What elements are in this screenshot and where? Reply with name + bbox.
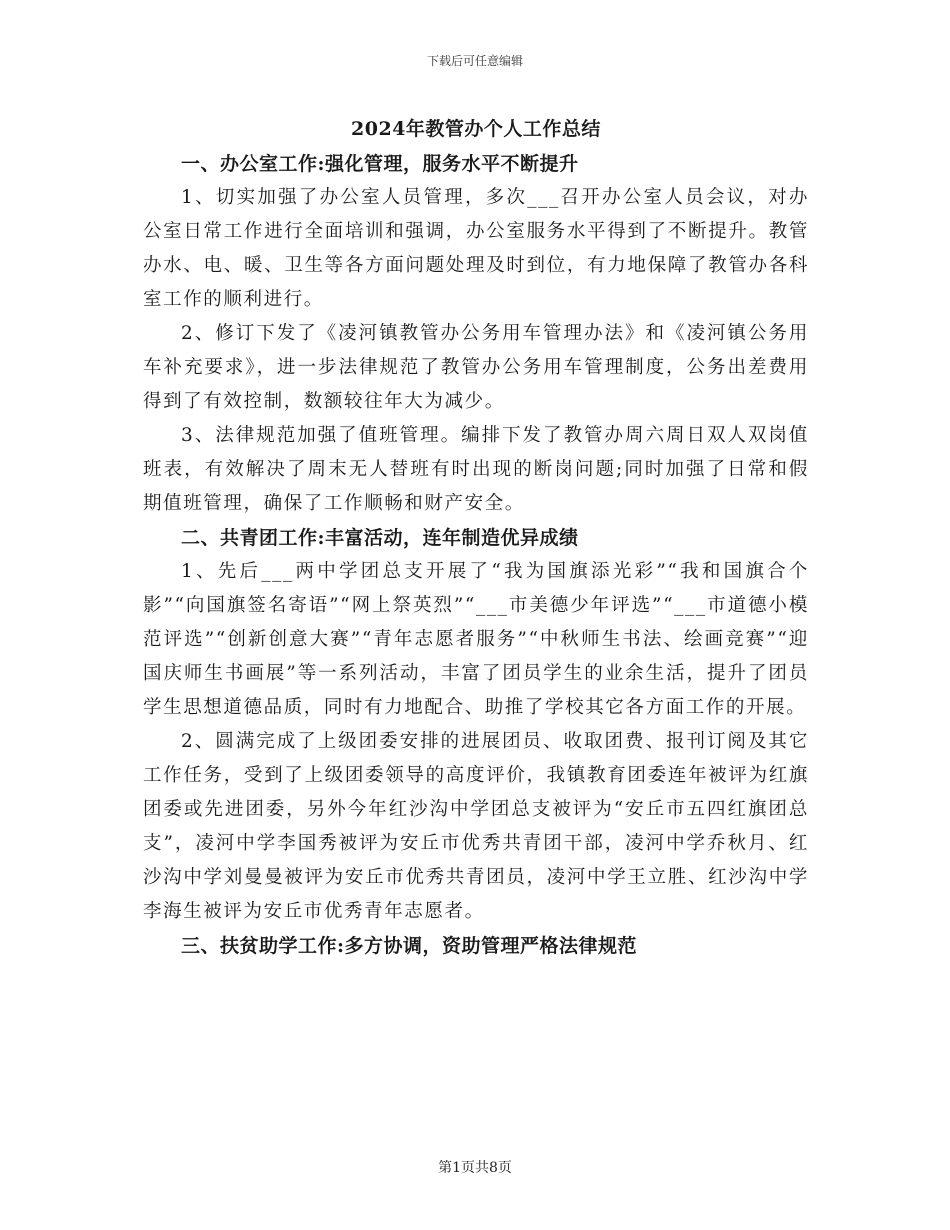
paragraph-office-3: 3、法律规范加强了值班管理。编排下发了教管办周六周日双人双岗值班表，有效解决了周末无人替班有时出现的断岗问题;同时加强了日常和假期值班管理，确保了工作顺畅和财产安全。 bbox=[143, 425, 809, 514]
page-footer: 第1页共8页 bbox=[438, 1160, 512, 1176]
section-heading-poverty-aid: 三、扶贫助学工作:多方协调，资助管理严格法律规范 bbox=[181, 935, 638, 957]
paragraph-office-1: 1、切实加强了办公室人员管理，多次___召开办公室人员会议，对办公室日常工作进行全面培训和强调，办公室服务水平得到了不断提升。教管办水、电、暖、卫生等各方面问题处理及时到位，有力地保障了教管办各科室工作的顺利进行。 bbox=[143, 187, 809, 310]
header-note: 下载后可任意编辑 bbox=[426, 54, 523, 68]
document-title: 2024年教管办个人工作总结 bbox=[351, 118, 601, 140]
paragraph-youth-league-1: 1、先后___两中学团总支开展了“我为国旗添光彩”“我和国旗合个影”“向国旗签名寄语”“网上祭英烈”“___市美德少年评选”“___市道德小模范评选”“创新创意大赛”“青年志愿者服务”“中秋师生书法、绘画竞赛”“迎国庆师生书画展”等一系列活动，丰富了团员学生的业余生活，提升了团员学生思想道德品质，同时有力地配合、助推了学校其它各方面工作的开展。 bbox=[143, 561, 809, 718]
section-heading-youth-league: 二、共青团工作:丰富活动，连年制造优异成绩 bbox=[181, 527, 579, 549]
document-body bbox=[143, 112, 809, 963]
paragraph-office-2: 2、修订下发了《凌河镇教管办公务用车管理办法》和《凌河镇公务用车补充要求》，进一步法律规范了教管办公务用车管理制度，公务出差费用得到了有效控制，数额较往年大为减少。 bbox=[143, 323, 809, 412]
paragraph-youth-league-2: 2、圆满完成了上级团委安排的进展团员、收取团费、报刊订阅及其它工作任务，受到了上级团委领导的高度评价，我镇教育团委连年被评为红旗团委或先进团委，另外今年红沙沟中学团总支被评为“安丘市五四红旗团总支”，凌河中学李国秀被评为安丘市优秀共青团干部，凌河中学乔秋月、红沙沟中学刘曼曼被评为安丘市优秀共青团员，凌河中学王立胜、红沙沟中学李海生被评为安丘市优秀青年志愿者。 bbox=[143, 731, 809, 922]
section-heading-office: 一、办公室工作:强化管理，服务水平不断提升 bbox=[181, 153, 579, 175]
